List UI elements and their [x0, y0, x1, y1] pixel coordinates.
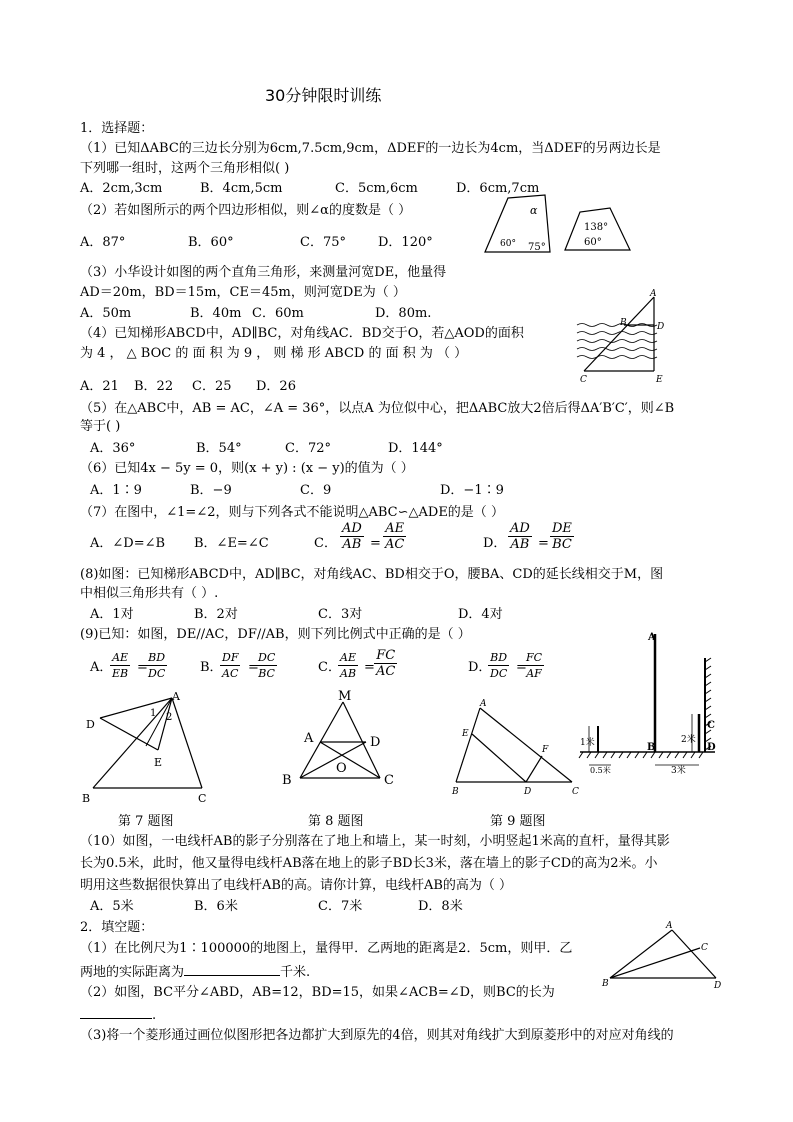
q5-option-c[interactable]: C．72° [285, 441, 331, 456]
fill-q2-line2 [80, 1006, 156, 1024]
q9-option-b[interactable]: B． [200, 660, 223, 675]
q2-option-b[interactable]: B．60° [188, 235, 234, 250]
fill-q1-line1: （1）在比例尺为1∶100000的地图上，量得甲．乙两地的距离是2．5cm，则甲．乙 [80, 941, 573, 956]
fill-q2-label-a: A [666, 921, 673, 931]
fill-q2-blank[interactable] [80, 1006, 152, 1019]
q7-c-fraction: $\frac{AE}{AC}$ [385, 521, 405, 552]
fill-q2-label-c: C [701, 943, 708, 953]
q10-option-c[interactable]: C．7米 [318, 899, 363, 914]
fig9-label-a: A [480, 699, 487, 709]
q6-option-a[interactable]: A．1∶9 [90, 483, 142, 498]
fill-q2-line1: （2）如图，BC平分∠ABD，AB=12，BD=15，如果∠ACB=∠D，则BC的长为 [80, 985, 555, 1000]
q10-line2: 长为0.5米，此时，他又量得电线杆AB落在地上的影子BD长3米，落在墙上的影子CD的高为2米。小 [80, 856, 658, 871]
q5-option-a[interactable]: A．36° [90, 441, 136, 456]
q6-text: （6）已知4x − 5y = 0，则(x + y) : (x − y)的值为（ ） [80, 461, 414, 476]
fig10-label-c: C [707, 720, 715, 731]
q7-text: （7）在图中，∠1=∠2，则与下列各式不能说明△ABC∽△ADE的是（ ） [80, 505, 504, 520]
q5-option-b[interactable]: B．54° [196, 441, 242, 456]
q2-angle-label: 138° [584, 222, 609, 233]
q2-text: （2）若如图所示的两个四边形相似，则∠α的度数是（ ） [80, 203, 412, 218]
q6-option-d[interactable]: D．−1∶9 [440, 483, 504, 498]
fig9-label-c: C [572, 787, 579, 797]
q4-line1: （4）已知梯形ABCD中，AD∥BC，对角线AC．BD交于O，若△AOD的面积 [80, 326, 524, 341]
q2-alpha-label: α [530, 204, 538, 217]
fill-q1-prefix: 两地的实际距离为 [80, 965, 185, 980]
q5-line2: 等于( ) [80, 419, 121, 434]
q2-option-c[interactable]: C．75° [300, 235, 346, 250]
fig8-label-d: D [370, 735, 381, 750]
fig10-label-3m: 3米 [671, 766, 686, 776]
q10-line1: （10）如图，一电线杆AB的影子分别落在了地上和墙上，某一时刻，小明竖起1米高的直杆，量得其影 [80, 834, 670, 849]
equals-sign: = [248, 660, 259, 675]
fill-q1-line2 [80, 963, 310, 981]
fig7-label-b: B [82, 792, 91, 805]
q3-line2: AD＝20m，BD＝15m，CE＝45m，则河宽DE为（ ） [80, 285, 406, 300]
q7-d-fraction: $\frac{AD}{AB}$ [510, 521, 530, 552]
q5-line1: （5）在△ABC中，AB = AC，∠A = 36°，以点A 为位似中心，把ΔABC放大2倍后得ΔA′B′C′，则∠B [80, 401, 675, 416]
q2-quadrilaterals-figure [480, 190, 640, 260]
q3-line1: （3）小华设计如图的两个直角三角形，来测量河宽DE，他量得 [80, 265, 447, 280]
q7-option-d[interactable]: D． [483, 536, 507, 551]
equals-sign: = [364, 660, 375, 675]
fill-q1-suffix: 千米. [280, 965, 311, 980]
q10-option-b[interactable]: B．6米 [194, 899, 238, 914]
q9-d-fraction: $\frac{BD}{DC}$ [490, 651, 508, 680]
q9-b-fraction: $\frac{DC}{BC}$ [258, 651, 276, 680]
q7-d-fraction: $\frac{DE}{BC}$ [552, 521, 572, 552]
fig8-trapezoid [280, 686, 400, 796]
q7-option-a[interactable]: A．∠D=∠B [90, 536, 166, 551]
q5-option-d[interactable]: D．144° [388, 441, 443, 456]
q9-option-c[interactable]: C． [318, 660, 341, 675]
fill-q2-triangle-figure [598, 918, 728, 990]
page-title: 30分钟限时训练 [265, 86, 382, 105]
fig7-triangles [80, 688, 220, 808]
q2-angle-label: 60° [500, 239, 516, 249]
fill-q2-period: . [152, 1008, 157, 1023]
fig7-label-2: 2 [166, 712, 173, 723]
fig9-label-f: F [542, 745, 549, 755]
fill-q2-label-d: D [714, 981, 722, 990]
q9-b-fraction: $\frac{DF}{AC}$ [222, 651, 239, 680]
q9-c-fraction: $\frac{FC}{AC}$ [376, 648, 396, 679]
fill-q2-label-b: B [602, 979, 609, 989]
equals-sign: = [137, 660, 148, 675]
q2-option-d[interactable]: D．120° [378, 235, 433, 250]
section-heading: 2．填空题： [80, 920, 154, 935]
q3-option-b[interactable]: B．40m [190, 306, 242, 321]
equals-sign: = [370, 536, 381, 551]
q9-text: (9)已知：如图，DE//AC，DF//AB，则下列比例式中正确的是（ ） [80, 627, 471, 642]
fig7-label-d: D [86, 718, 95, 731]
q8-line1: (8)如图：已知梯形ABCD中，AD∥BC，对角线AC、BD相交于O，腰BA、CD的延长线相交于M，图 [80, 567, 664, 582]
q1-option-a[interactable]: A．2cm,3cm [80, 181, 163, 196]
q3-label-a: A [650, 289, 657, 299]
q3-label-e: E [656, 375, 663, 385]
equals-sign: = [516, 660, 527, 675]
q10-line3: 明用这些数据很快算出了电线杆AB的高。请你计算，电线杆AB的高为（ ） [80, 878, 513, 893]
q10-option-d[interactable]: D．8米 [418, 899, 463, 914]
fig7-label-1: 1 [150, 708, 157, 719]
fig10-pole-shadow [575, 630, 760, 778]
q8-option-d[interactable]: D．4对 [458, 607, 503, 622]
q3-river-figure [572, 287, 682, 387]
q2-angle-label: 75° [528, 242, 546, 253]
fill-q3-line1: （3)将一个菱形通过画位似图形把各边都扩大到原先的4倍，则其对角线扩大到原菱形中的对应对角线的 [80, 1028, 674, 1043]
fig9-caption: 第 9 题图 [490, 814, 546, 829]
q8-line2: 中相似三角形共有（ ）. [80, 586, 219, 601]
q3-label-c: C [580, 375, 587, 385]
q4-line2: 为 4 ， △ BOC 的 面 积 为 9 ， 则 梯 形 ABCD 的 面 积 为 （ ） [80, 346, 468, 361]
fig9-label-d: D [524, 787, 532, 797]
q1-option-b[interactable]: B．4cm,5cm [200, 181, 283, 196]
q1-option-c[interactable]: C．5cm,6cm [335, 181, 418, 196]
fig10-label-05m: 0.5米 [590, 766, 611, 775]
fig10-label-b: B [647, 742, 656, 753]
fig8-caption: 第 8 题图 [308, 814, 364, 829]
q3-option-c[interactable]: C．60m [252, 306, 304, 321]
fig9-triangle [450, 696, 585, 800]
q9-c-fraction: $\frac{AE}{AB}$ [340, 651, 357, 680]
q8-option-a[interactable]: A．1对 [90, 607, 134, 622]
q4-option-d[interactable]: D．26 [256, 379, 296, 394]
fig10-label-2m: 2米 [681, 735, 696, 745]
q7-option-c[interactable]: C． [314, 536, 337, 551]
q8-option-b[interactable]: B．2对 [194, 607, 238, 622]
fig7-label-a: A [172, 690, 180, 703]
fig10-label-1m: 1米 [580, 738, 595, 748]
section-heading: 1．选择题： [80, 121, 154, 136]
q9-a-fraction: $\frac{BD}{DC}$ [148, 651, 166, 680]
q7-option-b[interactable]: B．∠E=∠C [194, 536, 269, 551]
q1-line2: 下列哪一组时，这两个三角形相似( ) [80, 161, 290, 176]
equals-sign: = [538, 536, 549, 551]
q9-option-d[interactable]: D． [468, 660, 492, 675]
fig10-label-d: D [707, 742, 716, 753]
q1-line1: （1）已知ΔABC的三边长分别为6cm,7.5cm,9cm，ΔDEF的一边长为4cm，当ΔDEF的另两边长是 [80, 141, 661, 156]
fig8-label-o: O [336, 761, 347, 776]
fig8-label-a: A [304, 731, 314, 746]
q8-option-c[interactable]: C．3对 [318, 607, 363, 622]
q3-option-a[interactable]: A．50m [80, 306, 132, 321]
fig9-label-e: E [462, 729, 469, 739]
q1-option-d[interactable]: D．6cm,7cm [456, 181, 540, 196]
q4-option-b[interactable]: B．22 [134, 379, 174, 394]
q7-c-fraction: $\frac{AD}{AB}$ [342, 521, 362, 552]
q9-a-fraction: $\frac{AE}{EB}$ [112, 651, 129, 680]
fig9-label-b: B [452, 787, 459, 797]
q6-option-b[interactable]: B．−9 [190, 483, 232, 498]
q4-option-c[interactable]: C．25 [192, 379, 232, 394]
fig10-label-a: A [648, 632, 656, 643]
q9-d-fraction: $\frac{FC}{AF}$ [526, 651, 543, 680]
fig7-caption: 第 7 题图 [118, 814, 174, 829]
fill-q1-blank[interactable] [184, 963, 280, 976]
q9-option-a[interactable]: A． [90, 660, 113, 675]
q10-option-a[interactable]: A．5米 [90, 899, 134, 914]
fig8-label-m: M [338, 689, 352, 704]
q4-option-a[interactable]: A．21 [80, 379, 119, 394]
q2-angle-label: 60° [584, 237, 602, 248]
q2-option-a[interactable]: A．87° [80, 235, 126, 250]
q6-option-c[interactable]: C．9 [300, 483, 332, 498]
q3-label-b: B [620, 318, 627, 328]
q3-option-d[interactable]: D．80m. [375, 306, 432, 321]
fig7-label-e: E [154, 756, 163, 769]
fig8-label-b: B [282, 773, 292, 788]
q3-label-d: D [657, 322, 665, 332]
fig8-label-c: C [384, 773, 394, 788]
fig7-label-c: C [198, 792, 207, 805]
